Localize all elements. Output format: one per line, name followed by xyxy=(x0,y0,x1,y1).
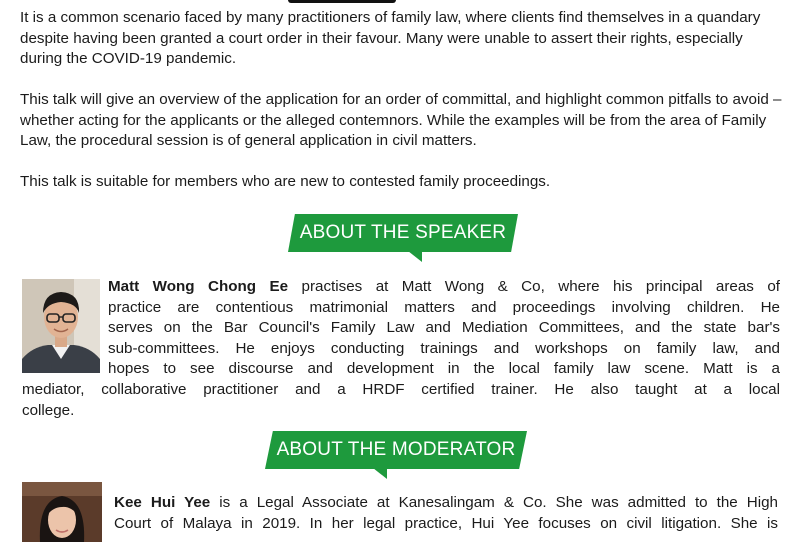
moderator-portrait-icon xyxy=(22,482,102,542)
about-speaker-heading: ABOUT THE SPEAKER xyxy=(299,222,507,243)
speaker-bio xyxy=(108,277,780,359)
speaker-bio-wide xyxy=(22,380,780,421)
moderator-bio xyxy=(114,493,778,534)
speaker-portrait-icon xyxy=(22,279,100,373)
speaker-bio-line-1: Matt Wong Chong Ee practises at Matt Wong & Co, where his principal areas of xyxy=(108,278,780,295)
speaker-bio-line-7: college. xyxy=(22,401,75,419)
about-moderator-heading: ABOUT THE MODERATOR xyxy=(276,439,516,460)
moderator-name: Kee Hui Yee xyxy=(114,494,211,511)
banner-tail xyxy=(373,468,387,479)
top-edge-decoration xyxy=(288,0,396,3)
intro-paragraph-3: This talk is suitable for members who are new to contested family proceedings. xyxy=(20,173,551,190)
speaker-bio-line-5: hopes to see discourse and development in the local family law scene. Matt is a xyxy=(108,360,780,377)
speaker-photo xyxy=(22,279,100,373)
speaker-bio-line-6: mediator, collaborative practitioner and a HRDF certified trainer. He also taught at a local xyxy=(22,381,780,398)
speaker-bio-line-5-wrap xyxy=(108,359,780,380)
about-moderator-banner xyxy=(265,431,527,469)
speaker-name: Matt Wong Chong Ee xyxy=(108,278,289,295)
moderator-bio-line-2: Court of Malaya in 2019. In her legal practice, Hui Yee focuses on civil litigation. She is xyxy=(114,514,778,532)
about-speaker-banner xyxy=(288,214,518,252)
speaker-bio-line-2: practice are contentious matrimonial matters and proceedings involving children. He xyxy=(108,298,780,316)
banner-tail xyxy=(408,251,422,262)
intro-paragraph-1: It is a common scenario faced by many practitioners of family law, where clients find themselves in a quandary despite having been granted a court order in their favour. Many were unable to assert their rights, especially during the COVID-19 pandemic. xyxy=(20,9,761,67)
speaker-bio-line-4: sub-committees. He enjoys conducting trainings and workshops on family law, and xyxy=(108,339,780,357)
intro-paragraph-2: This talk will give an overview of the application for an order of committal, and highlight common pitfalls to avoid – whether acting for the applicants or the alleged contemnors. While the examples will be from the area of Family Law, the procedural session is of general application in civil matters. xyxy=(20,91,782,149)
moderator-photo xyxy=(22,482,102,542)
moderator-bio-line-1: Kee Hui Yee is a Legal Associate at Kanesalingam & Co. She was admitted to the High xyxy=(114,494,778,511)
speaker-bio-line-3: serves on the Bar Council's Family Law and Mediation Committees, and the state bar's xyxy=(108,319,780,337)
